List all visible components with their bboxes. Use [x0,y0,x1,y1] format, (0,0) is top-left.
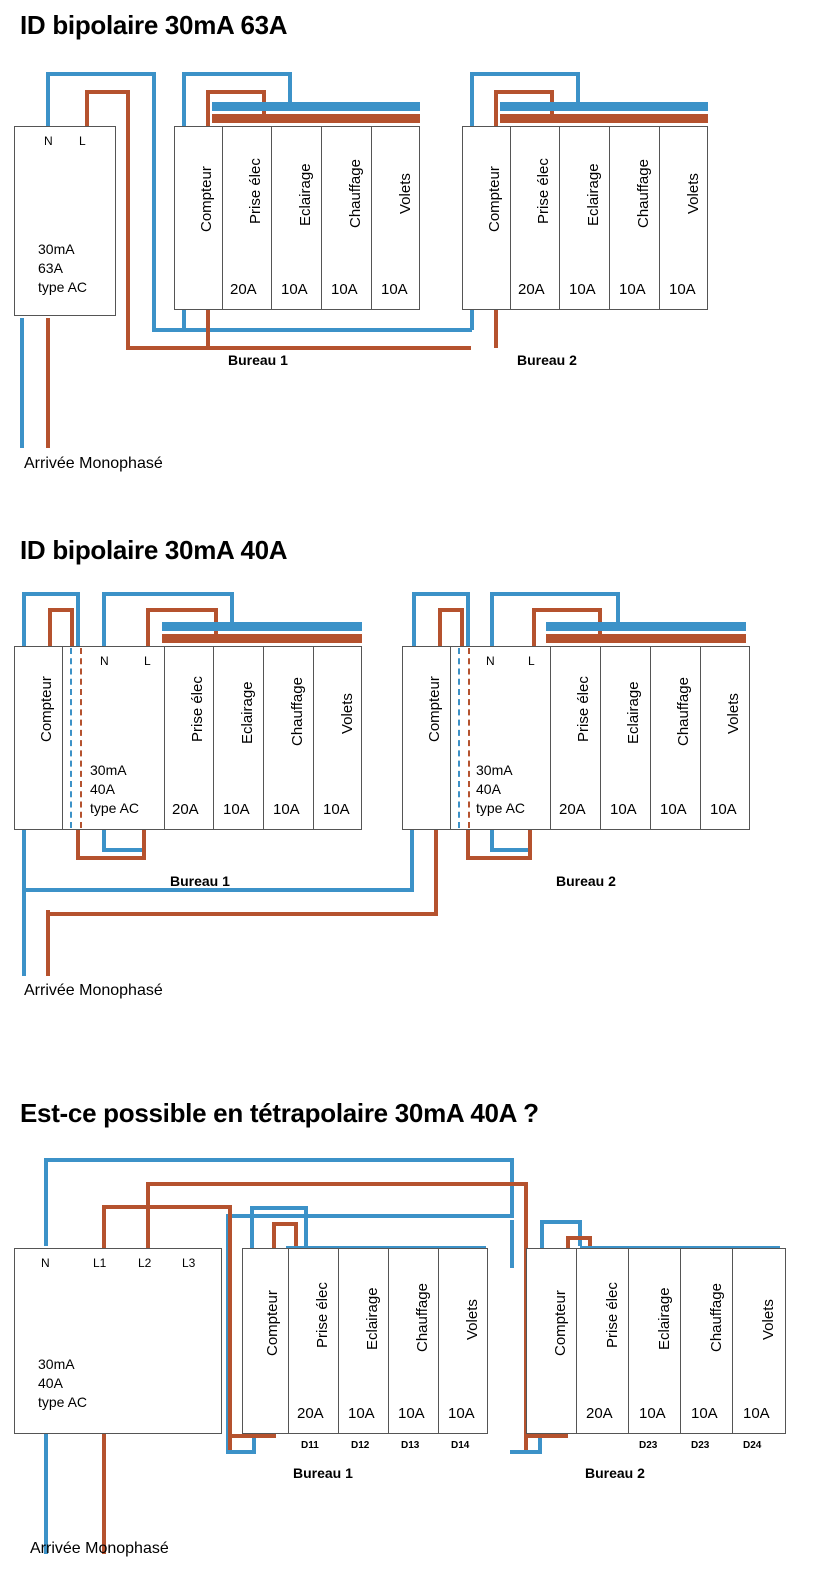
s2-p1-rcd-terminal-l: L [144,654,151,668]
wire-s2-p2-n-top [412,592,470,596]
s2-p2-name: Bureau 2 [556,873,616,889]
s2-p2-module-1: Prise élec [575,676,592,742]
s1-rcd-spec-2: type AC [38,279,88,295]
s3-p1-id-2: D13 [401,1440,420,1451]
wire-s3-l1-top [102,1205,232,1209]
wire-s2-p1-n-riser [22,592,26,647]
s1-p1-module-3: Chauffage [347,159,364,228]
s2-p1-module-4: Volets [339,693,356,734]
s3-p1-module-1: Prise élec [314,1282,331,1348]
s3-p2-rating-1: 20A [586,1405,613,1422]
s3-p2-rating-3: 10A [691,1405,718,1422]
s2-p1-rcd-spec-2: type AC [90,800,140,816]
s2-p1-rcd-dash-l [80,648,82,828]
wire-s1-p1-n-drop [288,72,292,106]
wire-s1-n-right [152,72,156,332]
s3-p2-module-3: Chauffage [708,1283,725,1352]
s1-p2-module-0: Compteur [486,166,503,232]
wire-s2-p2-l-bottom-up [528,828,532,860]
wire-s1-n-down [46,72,50,132]
wire-s1-p2-l-top [494,90,554,94]
wire-s2-p2-out-n-drop [616,592,620,622]
s1-p2-module-3: Chauffage [635,159,652,228]
s1-p1-module-4: Volets [397,173,414,214]
s3-p2-id-1: D23 [691,1440,710,1451]
s2-p2-rcd-terminal-l: L [528,654,535,668]
s3-rcd-terminal-l3: L3 [182,1256,196,1270]
s2-p2-rcd-terminal-n: N [486,654,495,668]
s1-p2-module-2: Eclairage [585,163,602,226]
bus-s1-p1-neutral [212,102,420,111]
wire-s2-p2-l-drop [460,608,464,647]
wire-s1-p1-n-riser [182,72,186,132]
s3-p2-rating-4: 10A [743,1405,770,1422]
s1-p1-module-2: Eclairage [297,163,314,226]
s2-p1-rcd-spec-0: 30mA [90,762,127,778]
wire-s2-p2-n-bottom-h [490,848,532,852]
s3-p1-rating-1: 20A [297,1405,324,1422]
bus-s2-p2-line [546,634,746,643]
s2-p1-module-3: Chauffage [289,677,306,746]
bus-s2-p2-neutral [546,622,746,631]
bus-s1-p2-neutral [500,102,708,111]
wire-s1-l-bus-b1 [126,346,471,350]
wire-s2-main-l-run [46,912,438,916]
wire-s3-p1-n-drop [304,1206,308,1246]
s3-p1-module-4: Volets [464,1299,481,1340]
s2-p2-module-2: Eclairage [625,681,642,744]
wire-s1-l-right [126,90,130,350]
s1-p1-rating-4: 10A [381,281,408,298]
wire-s3-n-riser [44,1158,48,1246]
wire-s2-p1-l-bottom-up [142,828,146,860]
s1-rcd-terminal-l: L [79,134,86,148]
s1-p1-name: Bureau 1 [228,352,288,368]
s3-p1-module-3: Chauffage [414,1283,431,1352]
s1-p2-module-1: Prise élec [535,158,552,224]
s3-p1-module-2: Eclairage [364,1287,381,1350]
wire-s3-n-right-drop [510,1158,514,1218]
s3-p2-module-0: Compteur [552,1290,569,1356]
wire-s2-p1-l-bottom-h [76,856,146,860]
wire-s1-arrival-l [46,318,50,448]
s2-p2-rcd-dash-n [458,648,460,828]
s3-rcd-spec-1: 40A [38,1375,63,1391]
wire-s2-p2-n-riser [412,592,416,647]
s3-rcd-terminal-l2: L2 [138,1256,152,1270]
s2-p1-module-2: Eclairage [239,681,256,744]
s2-p2-module-3: Chauffage [675,677,692,746]
wire-s1-p2-n-bottom [470,310,474,330]
s1-rcd-terminal-n: N [44,134,53,148]
s3-p1-name: Bureau 1 [293,1465,353,1481]
wire-s2-p1-out-l-top [146,608,218,612]
s3-p2-id-2: D24 [743,1440,762,1451]
wire-s2-p1-out-n-riser [102,592,106,647]
wire-s2-p2-n-drop [466,592,470,647]
s1-p2-name: Bureau 2 [517,352,577,368]
s2-p2-rcd-spec-0: 30mA [476,762,513,778]
wire-s3-l2-top [146,1182,528,1186]
wire-s2-p1-l-riser [48,608,52,647]
s1-p2-rating-2: 10A [569,281,596,298]
s2-p1-module-1: Prise élec [189,676,206,742]
s3-p2-rating-2: 10A [639,1405,666,1422]
wire-s2-p1-out-l-riser [146,608,150,647]
s1-p2-rating-3: 10A [619,281,646,298]
wire-s3-p1-n-top [250,1206,308,1210]
wire-s1-l-top [85,90,130,94]
s3-rcd-terminal-l1: L1 [93,1256,107,1270]
s3-arrival-label: Arrivée Monophasé [30,1540,169,1557]
wire-s2-p2-out-l-top [532,608,602,612]
s2-p2-rcd-spec-1: 40A [476,781,501,797]
s1-p1-rating-3: 10A [331,281,358,298]
wire-s1-arrival-n [20,318,24,448]
s2-p1-rating-3: 10A [273,801,300,818]
s2-p2-module-4: Volets [725,693,742,734]
bus-s2-p1-line [162,634,362,643]
s2-p2-rating-2: 10A [610,801,637,818]
bus-s1-p2-line [500,114,708,123]
s2-p2-module-0: Compteur [426,676,443,742]
wire-s2-p1-n-drop [76,592,80,647]
s2-p1-rcd-dash-n [70,648,72,828]
s2-p1-module-0: Compteur [38,676,55,742]
wire-s2-p2-l-bottom-h [466,856,532,860]
s2-p1-rcd-spec-1: 40A [90,781,115,797]
wire-s2-arrival-l [46,910,50,976]
wire-s3-arrival-l [102,1434,106,1554]
s2-p1-rcd-terminal-n: N [100,654,109,668]
wire-s1-p1-l-top [206,90,266,94]
s3-p2-module-4: Volets [760,1299,777,1340]
s3-rcd-spec-2: type AC [38,1394,88,1410]
s2-p2-rcd-spec-2: type AC [476,800,526,816]
s2-arrival-label: Arrivée Monophasé [24,982,163,999]
s1-p1-module-0: Compteur [198,166,215,232]
s3-p2-id-0: D23 [639,1440,658,1451]
wire-s3-p1-l-bottom-h [228,1434,276,1438]
section-1-title: ID bipolaire 30mA 63A [20,10,288,40]
s2-p1-rating-2: 10A [223,801,250,818]
s3-p1-rating-4: 10A [448,1405,475,1422]
s1-p1-rating-1: 20A [230,281,257,298]
s3-p1-module-0: Compteur [264,1290,281,1356]
wire-s2-p1-l-drop [70,608,74,647]
wire-s1-p2-l-bottom [494,310,498,348]
s2-p2-rating-4: 10A [710,801,737,818]
s1-p1-rating-2: 10A [281,281,308,298]
wire-s2-main-l-up [434,828,438,914]
wire-s2-p1-n-bottom-h [102,848,146,852]
s3-rcd-spec-0: 30mA [38,1356,75,1372]
wire-s1-p2-n-top [470,72,580,76]
wire-s3-arrival-n [44,1434,48,1554]
wire-s2-p2-l-riser [438,608,442,647]
s3-p2-module-1: Prise élec [604,1282,621,1348]
wire-s1-p2-n-riser [470,72,474,132]
s3-p1-rating-2: 10A [348,1405,375,1422]
s1-p2-module-4: Volets [685,173,702,214]
section-3-title: Est-ce possible en tétrapolaire 30mA 40A ? [20,1098,539,1128]
wire-s3-p2-n-drop [578,1220,582,1246]
s1-p2-rating-4: 10A [669,281,696,298]
s2-p1-rating-4: 10A [323,801,350,818]
s3-p1-id-1: D12 [351,1440,370,1451]
wire-s3-n-top [44,1158,514,1162]
s1-p2-rating-1: 20A [518,281,545,298]
s1-arrival-label: Arrivée Monophasé [24,455,163,472]
wire-s2-main-n-down [22,828,26,876]
wire-s2-arrival-n [22,876,26,976]
wire-s3-p2-l-bottom-h [524,1434,568,1438]
wire-s3-p2-n-riser [510,1220,514,1268]
s2-p2-rcd-dash-l [468,648,470,828]
wire-s2-p1-out-n-drop [230,592,234,622]
s3-p1-id-3: D14 [451,1440,470,1451]
s3-p1-id-0: D11 [301,1440,319,1451]
wire-s3-p2-n-top [540,1220,582,1224]
s2-p2-rating-1: 20A [559,801,586,818]
wire-s2-p2-out-l-riser [532,608,536,647]
wire-s1-p2-n-drop [576,72,580,106]
wire-s1-p1-l-bottom [206,310,210,348]
wire-s2-p1-n-top [22,592,80,596]
wire-s1-p1-n-bottom [182,310,186,330]
s3-p2-module-2: Eclairage [656,1287,673,1350]
s1-p1-module-1: Prise élec [247,158,264,224]
s3-p1-rating-3: 10A [398,1405,425,1422]
wire-s1-p1-n-top [182,72,292,76]
wire-s1-n-bus-b1 [152,328,472,332]
wire-s2-p2-out-n-top [490,592,620,596]
s2-p1-name: Bureau 1 [170,873,230,889]
s3-p2-name: Bureau 2 [585,1465,645,1481]
wire-s2-p2-out-n-riser [490,592,494,647]
s1-rcd-spec-0: 30mA [38,241,75,257]
wire-s3-l1-drop [228,1205,232,1453]
s2-p1-rating-1: 20A [172,801,199,818]
wire-s1-n-top [46,72,156,76]
bus-s2-p1-neutral [162,622,362,631]
s1-rcd-spec-1: 63A [38,260,63,276]
s3-rcd-terminal-n: N [41,1256,50,1270]
bus-s1-p1-line [212,114,420,123]
wire-s2-main-n-up [410,828,414,890]
section-2-title: ID bipolaire 30mA 40A [20,535,288,565]
wire-s3-n-mid [226,1214,514,1218]
s2-p2-rating-3: 10A [660,801,687,818]
wire-s2-p1-out-n-top [102,592,234,596]
